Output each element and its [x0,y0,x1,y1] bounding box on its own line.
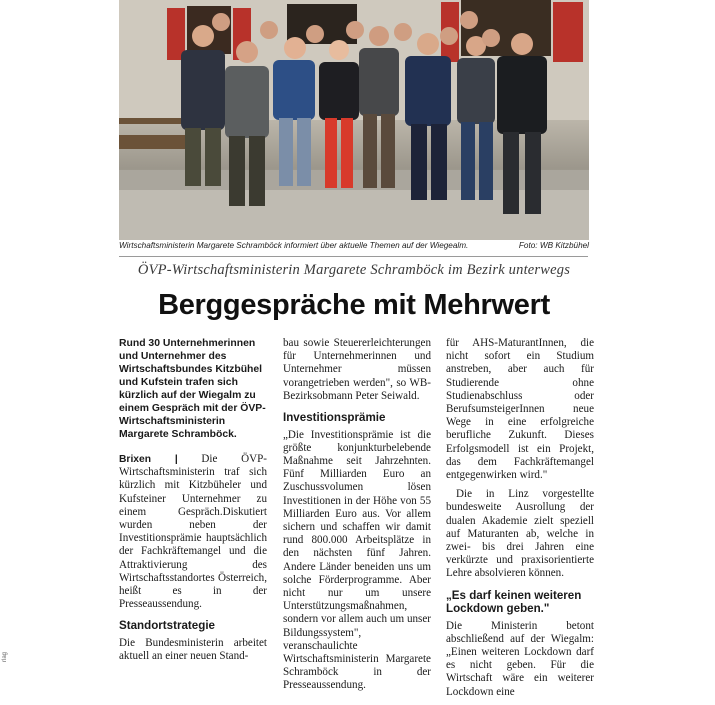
paragraph: Die in Linz vorgestellte bundesweite Ausrollung der dualen Akademie zielt speziell auf Maturanten ab, welche in zwei- bis drei Jahren eine verkürzte und praxisorientierte Lehre absolvieren können. [446,488,594,580]
group-photo-illustration [119,0,589,240]
article-headline: Berggespräche mit Mehrwert [158,289,550,321]
lead-paragraph: Rund 30 Unternehmerinnen und Unternehmer des Wirtschaftsbundes Kitzbühel und Kufstein trafen sich kürzlich auf der Wiegalm zu einem Gespräch mit der ÖVP-Wirtschaftsministerin Margarete Schramböck. [119,338,266,440]
photo-caption: Wirtschaftsministerin Margarete Schramböck informiert über aktuelle Themen auf der Wiegealm. [119,241,469,250]
paragraph: Die Bundesministerin arbeitet aktuell an einer neuen Stand- [119,636,267,663]
subheading: „Es darf keinen weiteren Lockdown geben." [446,588,582,616]
article-kicker: ÖVP-Wirtschaftsministerin Margarete Schramböck im Bezirk unterwegs [137,262,571,278]
paragraph [119,453,267,611]
paragraph: „Die Investitionsprämie ist die größte konjunkturbelebende Maßnahme seit Jahrzehnten. Fünf Milliarden Euro an Zuschussvolumen lösen Investitionen in der Höhe von 55 Milliarden Euro aus. Vor allem sichern und schaffen wir damit rund 800.000 Arbeitsplätze in den nächsten fünf Jahren. Andere Länder beneiden uns um solche Förderprogramme. Aber nicht nur um unsere Unterstützungsmaßnahmen, sondern vor allem auch um unser Bildungssystem", veranschaulichte Wirtschaftsministerin Margarete Schramböck in der Presseaussendung. [283,428,431,692]
article-column-2 [283,337,431,699]
article-column-1 [119,337,267,669]
photo-credit: Foto: WB Kitzbühel [518,241,589,250]
group-photo [119,0,589,240]
paragraph: für AHS-MaturantInnen, die nicht sofort ein Studium anstreben, aber auch für Studierende ohne Studienabschluss oder BerufsumsteigerInnen neue Wege in eine erfolgreiche berufliche Zukunft. Dieses Erfolgsmodell ist ein Projekt, das dem Fachkräftemangel entgegenwirken wird." [446,337,594,482]
subheading: Standortstrategie [119,619,215,633]
paragraph: bau sowie Steuererleichterungen für Unternehmerinnen und Unternehmer müssen vorangetrieben werden", so WB-Bezirksobmann Peter Seiwald. [283,337,431,402]
divider-rule [119,256,588,257]
photo-caption-line [119,241,589,250]
article-column-3 [446,337,594,705]
paragraph-text: Die ÖVP-Wirtschaftsministerin traf sich kürzlich mit Kitzbüheler und Kufsteiner Unternehmer zu einem Gespräch.Diskutiert wurden neben der Investitionsprämie hauptsächlich der Fachkräftemangel und die Attraktivierung des Wirtschaftsstandortes Österreich, heißt es in der Presseaussendung. [119,453,267,611]
paragraph: Die Ministerin betont abschließend auf der Wiegalm: „Einen weiteren Lockdown darf es nicht geben. Für die Wirtschaft wäre ein weiterer Lockdown eine [446,619,594,698]
subheading: Investitionsprämie [283,411,386,425]
margin-note: rlag [2,651,8,662]
dateline: Brixen | [119,454,178,465]
